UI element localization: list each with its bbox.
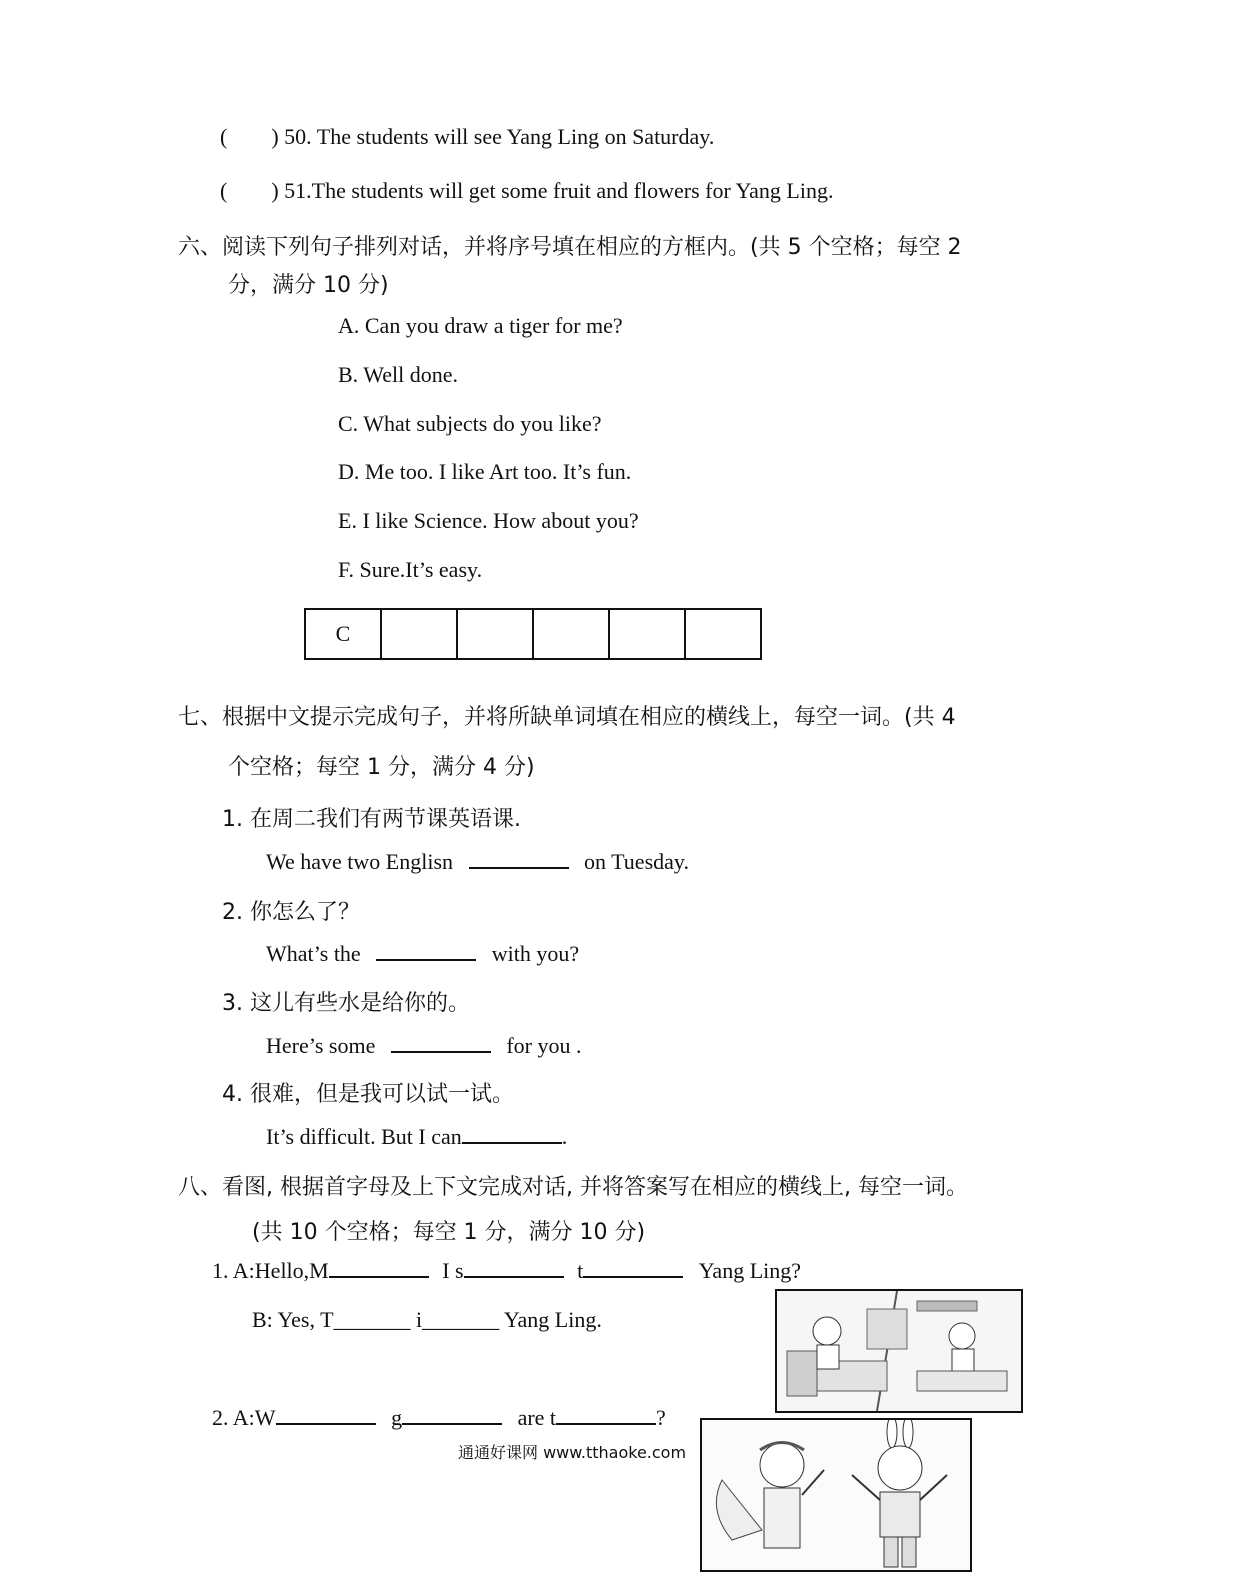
- s7-item1-en: [266, 849, 689, 875]
- answer-blank[interactable]: [469, 849, 569, 869]
- order-box-3[interactable]: [457, 609, 533, 659]
- order-answer-table: [304, 608, 762, 660]
- option-b: B. Well done.: [338, 362, 459, 387]
- judge-item-51: [220, 178, 833, 204]
- section8-title-line2: (共 10 个空格；每空 1 分，满分 10 分): [252, 1220, 646, 1245]
- s7-item2-en: [266, 941, 579, 967]
- answer-blank[interactable]: [556, 1405, 656, 1425]
- order-box-2[interactable]: [381, 609, 457, 659]
- s8-q1-a: [212, 1258, 801, 1284]
- sentence-part: We have two Englisn: [266, 849, 454, 874]
- s7-item4-cn: 4. 很难，但是我可以试一试。: [222, 1082, 514, 1107]
- option-c: C. What subjects do you like?: [338, 411, 602, 436]
- judge-item-50: [220, 124, 714, 150]
- option-f: F. Sure.It’s easy.: [338, 557, 483, 582]
- order-box-6[interactable]: [685, 609, 761, 659]
- answer-blank[interactable]: [462, 1124, 562, 1144]
- option-e: E. I like Science. How about you?: [338, 508, 639, 533]
- dialog-part: ?: [656, 1405, 666, 1430]
- option-d: D. Me too. I like Art too. It’s fun.: [338, 459, 632, 484]
- answer-blank[interactable]: [376, 941, 476, 961]
- answer-blank[interactable]: [329, 1258, 429, 1278]
- judge-text: 51.The students will get some fruit and flowers for Yang Ling.: [284, 178, 834, 203]
- footer-watermark: 通通好课网 www.tthaoke.com: [458, 1443, 687, 1462]
- sentence-part: .: [561, 1124, 568, 1149]
- s8-q2-a: [212, 1405, 666, 1431]
- sentence-part: What’s the: [266, 941, 361, 966]
- section7-title-line2: 个空格；每空 1 分，满分 4 分): [228, 755, 535, 780]
- answer-blank[interactable]: [391, 1033, 491, 1053]
- order-box-1[interactable]: C: [305, 609, 381, 659]
- answer-paren[interactable]: ( ): [220, 124, 279, 149]
- sentence-part: with you?: [491, 941, 580, 966]
- costume-picture: [700, 1418, 972, 1572]
- answer-blank[interactable]: [464, 1258, 564, 1278]
- sentence-part: on Tuesday.: [584, 849, 689, 874]
- sentence-part: It’s difficult. But I can: [266, 1124, 462, 1149]
- costume-illustration: [702, 1420, 970, 1570]
- answer-blank[interactable]: [583, 1258, 683, 1278]
- judge-text: 50. The students will see Yang Ling on Saturday.: [284, 124, 715, 149]
- answer-blank[interactable]: [276, 1405, 376, 1425]
- dialog-part: I s: [442, 1258, 464, 1283]
- dialog-part: t: [577, 1258, 584, 1283]
- section6-title-line2: 分，满分 10 分): [228, 273, 389, 298]
- s7-item3-cn: 3. 这儿有些水是给你的。: [222, 991, 470, 1016]
- dialog-part: are t: [517, 1405, 557, 1430]
- phone-call-picture: [775, 1289, 1023, 1413]
- dialog-part: g: [391, 1405, 403, 1430]
- option-a: A. Can you draw a tiger for me?: [338, 313, 623, 338]
- s8-q1-b: B: Yes, T_______ i_______ Yang Ling.: [252, 1307, 602, 1332]
- dialog-part: 1. A:Hello,M: [212, 1258, 329, 1283]
- dialog-part: 2. A:W: [212, 1405, 276, 1430]
- s7-item3-en: [266, 1033, 582, 1059]
- sentence-part: Here’s some: [266, 1033, 376, 1058]
- s7-item1-cn: 1. 在周二我们有两节课英语课.: [222, 807, 521, 832]
- section6-title-line1: 六、阅读下列句子排列对话，并将序号填在相应的方框内。(共 5 个空格；每空 2: [178, 235, 962, 260]
- section7-title-line1: 七、根据中文提示完成句子，并将所缺单词填在相应的横线上，每空一词。(共 4: [178, 705, 956, 730]
- answer-blank[interactable]: [402, 1405, 502, 1425]
- answer-paren[interactable]: ( ): [220, 178, 279, 203]
- section8-title-line1: 八、看图, 根据首字母及上下文完成对话, 并将答案写在相应的横线上, 每空一词。: [178, 1175, 968, 1200]
- order-box-4[interactable]: [533, 609, 609, 659]
- phone-call-illustration: [777, 1291, 1021, 1411]
- dialog-part: Yang Ling?: [698, 1258, 802, 1283]
- s7-item2-cn: 2. 你怎么了？: [222, 900, 360, 925]
- s7-item4-en: [266, 1124, 567, 1150]
- sentence-part: for you .: [506, 1033, 582, 1058]
- order-box-5[interactable]: [609, 609, 685, 659]
